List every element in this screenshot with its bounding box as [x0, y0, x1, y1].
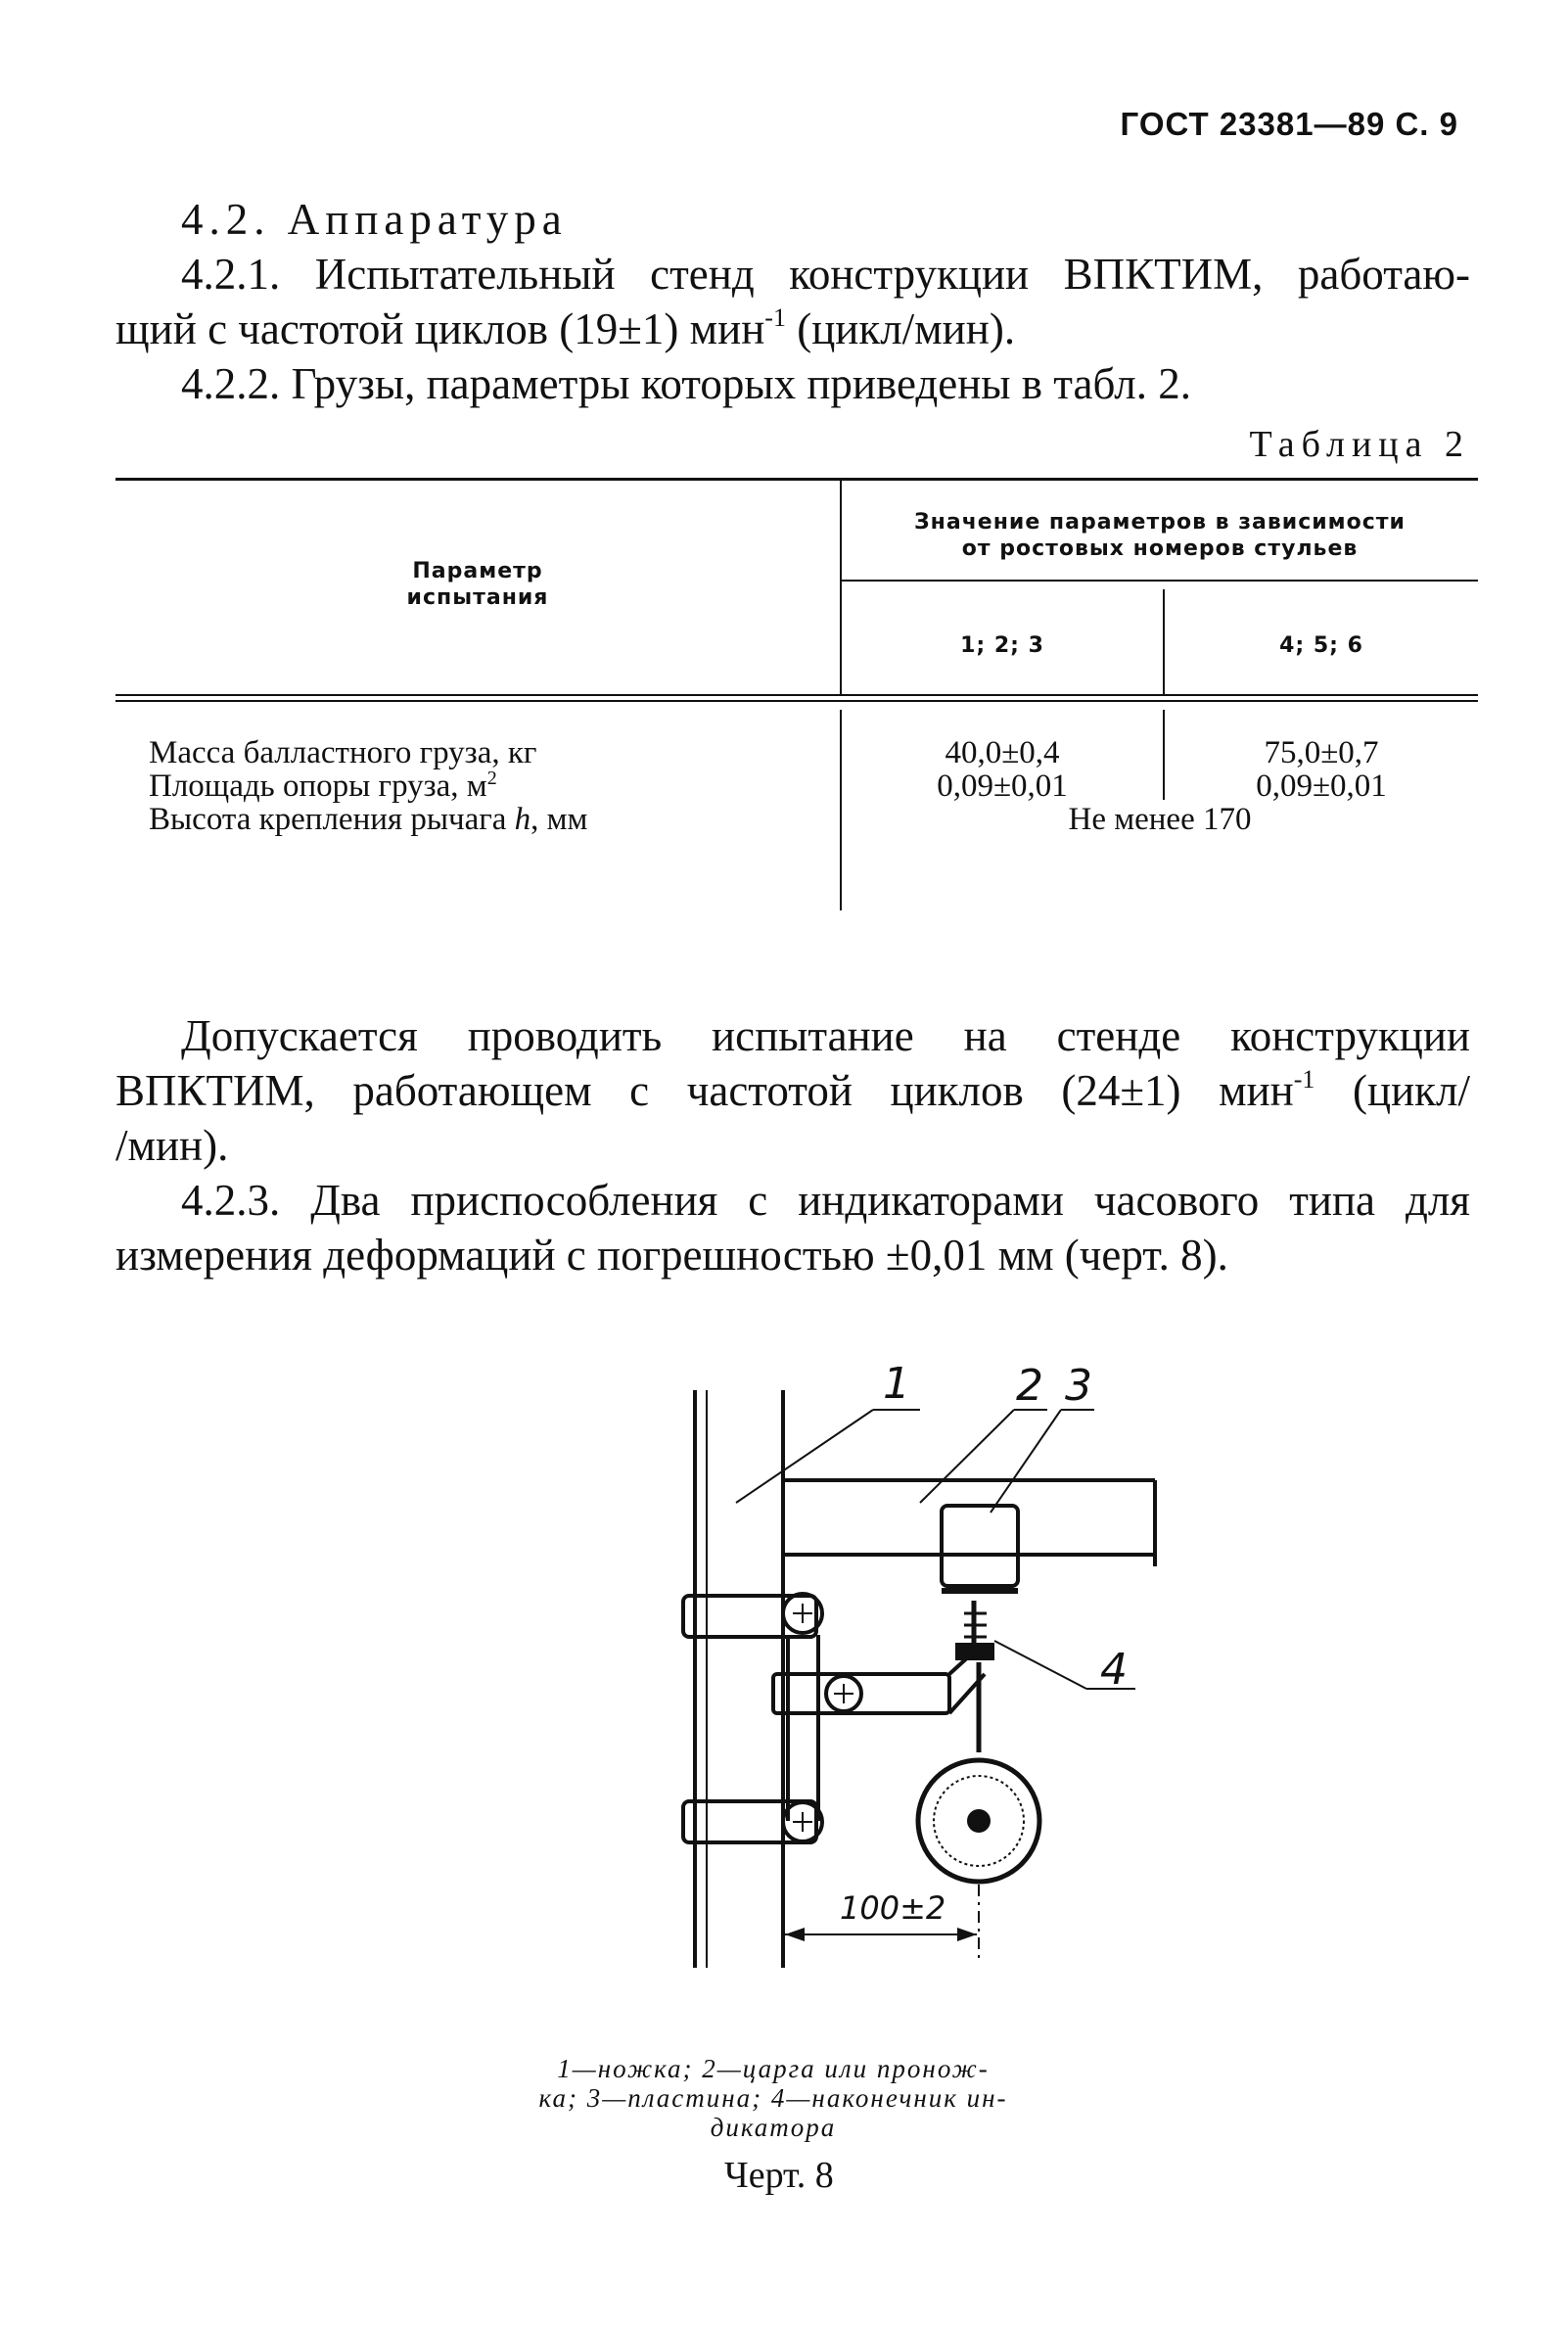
row-2-param-sup: 2: [486, 768, 497, 789]
leader-4: [994, 1641, 1086, 1689]
indicator-tip: [957, 1601, 992, 1659]
page-header: ГОСТ 23381—89 С. 9: [1120, 106, 1458, 142]
plate: [942, 1506, 1018, 1586]
caption-line2: ка; 3—пластина; 4—наконечник ин-: [538, 2083, 1008, 2113]
table-top-rule: [115, 478, 1478, 481]
header-values-line2: от ростовых номеров стульев: [961, 536, 1359, 561]
table-subheader-rule: [842, 580, 1478, 582]
row-3-param-h: h: [514, 802, 531, 837]
drawing-chert-8: [626, 1351, 1175, 1978]
header-param-line2: испытания: [406, 585, 549, 610]
paragraph-4-2-2: 4.2.2. Грузы, параметры которых приведены в табл. 2.: [181, 359, 1191, 408]
dimension-label: 100±2: [840, 1889, 946, 1927]
row-1-value-2: 75,0±0,7: [1264, 735, 1379, 770]
p421-superscript: -1: [764, 303, 786, 332]
header-param: [115, 558, 840, 611]
paragraph-4-2-3-line2: измерения деформаций с погрешностью ±0,01 мм (черт. 8).: [115, 1231, 1228, 1280]
leg-outline: [695, 1390, 783, 1968]
leader-1: [736, 1410, 873, 1503]
p421-text-a: щий с частотой циклов (19±1) мин: [115, 304, 765, 353]
caption-line3: дикатора: [710, 2113, 837, 2142]
section-title: 4.2. Аппаратура: [181, 195, 568, 244]
header-values: [842, 509, 1478, 562]
row-1-value-1: 40,0±0,4: [945, 735, 1060, 770]
label-4: 4: [1100, 1645, 1128, 1695]
table-header-rule-2: [115, 700, 1478, 702]
allow-superscript: -1: [1293, 1065, 1315, 1094]
row-2-param: [149, 769, 497, 803]
header-values-line1: Значение параметров в зависимости: [914, 510, 1406, 535]
paragraph-allow-line3: /мин).: [115, 1121, 229, 1170]
allow-text-b: (цикл/: [1314, 1066, 1470, 1115]
row-2-value-2: 0,09±0,01: [1256, 769, 1387, 804]
caption-line1: 1—ножка; 2—царга или пронож-: [557, 2054, 990, 2083]
figure-caption: [460, 2054, 1086, 2142]
label-3: 3: [1065, 1361, 1092, 1411]
paragraph-allow-line1: Допускается проводить испытание на стенде конструкции: [181, 1011, 1470, 1060]
allow-text-a: ВПКТИМ, работающем с частотой циклов (24±1) мин: [115, 1066, 1294, 1115]
leader-3: [991, 1410, 1061, 1513]
subheader-sizes-2: 4; 5; 6: [1279, 633, 1363, 658]
leader-2: [920, 1410, 1014, 1503]
vertical-link: [788, 1635, 818, 1821]
dial-indicator-center: [969, 1811, 989, 1831]
paragraph-4-2-1-line1: 4.2.1. Испытательный стенд конструкции ВПКТИМ, работаю-: [181, 250, 1470, 299]
row-3-param: [149, 803, 587, 836]
figure-number: Черт. 8: [724, 2155, 834, 2196]
row-2-value-1: 0,09±0,01: [937, 769, 1068, 804]
label-2: 2: [1016, 1361, 1043, 1411]
paragraph-4-2-3-line1: 4.2.3. Два приспособления с индикаторами часового типа для: [181, 1176, 1470, 1225]
row-3-param-a: Высота крепления рычага: [149, 802, 515, 837]
subheader-sizes-1: 1; 2; 3: [960, 633, 1044, 658]
table-header-rule-1: [115, 694, 1478, 696]
row-3-merged-value: Не менее 170: [1068, 802, 1252, 837]
row-3-param-b: , мм: [530, 802, 588, 837]
rail-outline: [783, 1480, 1155, 1566]
row-2-param-text: Площадь опоры груза, м: [149, 769, 487, 804]
table-title: Таблица 2: [1249, 424, 1470, 465]
paragraph-4-2-1-line2: [115, 302, 1015, 356]
label-1: 1: [883, 1359, 910, 1409]
row-1-param: Масса балластного груза, кг: [149, 735, 537, 770]
header-param-line1: Параметр: [412, 559, 543, 583]
paragraph-allow-line2: [115, 1063, 1470, 1118]
p421-text-b: (цикл/мин).: [785, 304, 1016, 353]
